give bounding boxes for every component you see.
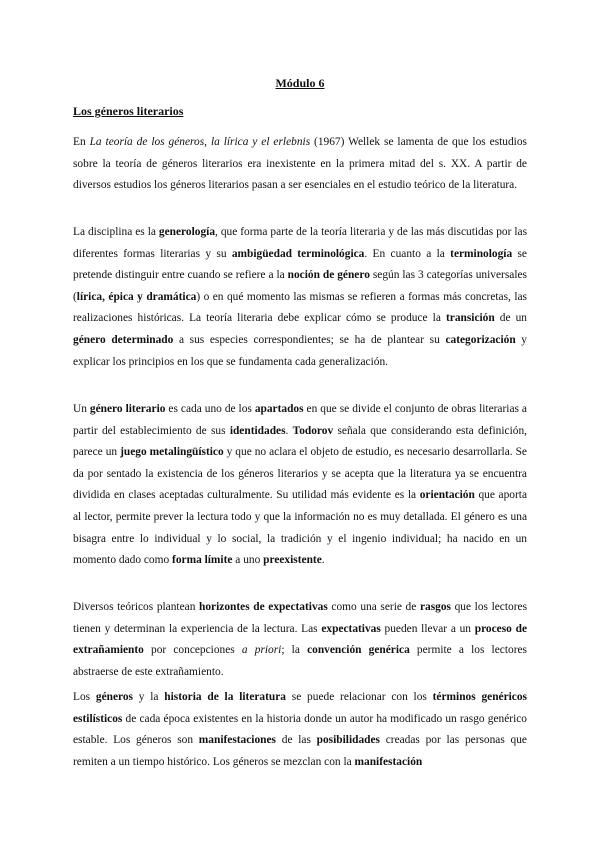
text-run: (1967) Wellek se lamenta de que los estudios sobre la teoría de géneros literarios era inexistente en la primera mitad del s. XX. A partir de diversos estudios los géneros literarios pasan a ser esenciales en el estudio teórico de la literatura. [73,136,527,192]
bold-term: género determinado [73,333,174,346]
paragraph-2 [73,222,527,373]
bold-term: forma límite [172,554,233,567]
bold-term: preexistente [263,554,322,567]
bold-term: noción de género [287,269,370,282]
italic-text: a priori [241,644,282,657]
text-run: se pretende distinguir entre cuando se refiere a la [73,247,527,282]
text-run: . En cuanto a la [364,247,451,260]
text-run: a uno [232,554,264,567]
paragraph-1 [73,132,527,197]
text-run: a sus especies correspondientes; se ha de plantear su [173,333,446,346]
bold-term: apartados [254,403,304,415]
bold-term: términos genéricos estilísticos [73,691,527,725]
text-run: es cada uno de los [165,403,255,415]
text-run: de las [276,734,317,747]
bold-term: orientación [419,489,475,502]
bold-term: juego metalingüístico [120,446,224,459]
bold-term: proceso de extrañamiento [73,622,527,657]
bold-term: manifestación [354,755,423,768]
bold-term: expectativas [321,622,381,635]
text-run: de cada época existentes en la historia donde un autor ha modificado un rasgo genérico estable. Los géneros son [73,712,527,747]
section-heading: Los géneros literarios [73,104,184,118]
bold-term: horizontes de expectativas [199,601,328,613]
bold-term: posibilidades [316,734,380,747]
bold-term: identidades [229,424,286,437]
text-run: pueden llevar a un [380,622,475,635]
text-run: de un [494,312,528,325]
text-run: señala que considerando esta definición, parece un [73,424,527,459]
text-run: En [73,136,90,148]
bold-term: géneros [95,691,133,703]
bold-term: historia de la literatura [164,691,286,703]
bold-term: lírica, épica y dramática [76,290,197,303]
bold-term: ambigüedad terminológica [231,247,365,260]
text-run: Los [73,691,96,703]
text-run: , que forma parte de la teoría literaria y de las más discutidas por las diferentes formas literarias y su [73,226,528,260]
text-run: . [321,554,325,567]
text-run: ; la [281,644,308,657]
bold-term: terminología [450,247,513,260]
paragraph-5 [73,687,527,773]
text-run: y la [133,691,165,703]
text-run: según las 3 categorías universales ( [73,269,527,303]
bold-term: convención genérica [307,644,410,657]
text-run: y que no aclara el objeto de estudio, es necesario desarrollarla. Se da por sentado la existencia de los géneros literarios y se acepta que la literatura ya se encuentra dividida en clases aceptadas culturalmente. Su utilidad más evidente es la [73,446,527,502]
bold-term: generología [158,226,216,238]
bold-term: transición [445,312,495,325]
text-run: se puede relacionar con los [286,691,433,703]
text-run: que los lectores tienen y determinan la experiencia de la lectura. Las [73,601,528,635]
text-run: en que se divide el conjunto de obras literarias a partir del establecimiento de sus [73,403,527,437]
text-run: . [285,424,293,437]
text-run: y explicar los principios en los que se fundamenta cada generalización. [73,333,528,368]
bold-term: rasgos [419,601,451,613]
text-run: permite a los lectores abstraerse de este extrañamiento. [73,644,527,678]
text-run: La disciplina es la [73,226,159,238]
text-run: ) o en qué momento las mismas se refieren a formas más concretas, las realizaciones históricas. La teoría literaria debe explicar cómo se produce la [73,290,527,325]
paragraph-4 [73,597,527,683]
page-title: Módulo 6 [275,76,325,90]
text-run: como una serie de [327,601,420,613]
text-run: que aporta al lector, permite prever la lectura todo y que la información no es muy detallada. El género es una bisagra entre lo individual y lo social, la tradición y el ingenio individual; ha nacido en un momento dado como [73,489,528,567]
italic-text: La teoría de los géneros, la lírica y el erlebnis [89,136,311,148]
text-run: por concepciones [143,644,242,657]
bold-term: categorización [445,333,516,346]
text-run: Diversos teóricos plantean [73,601,200,613]
bold-term: manifestaciones [198,734,276,747]
bold-term: género literario [89,403,166,415]
text-run: Un [73,403,90,415]
text-run: creadas por las personas que remiten a un tiempo histórico. Los géneros se mezclan con la [73,734,527,768]
bold-term: Todorov [292,424,334,437]
paragraph-3 [73,399,527,572]
